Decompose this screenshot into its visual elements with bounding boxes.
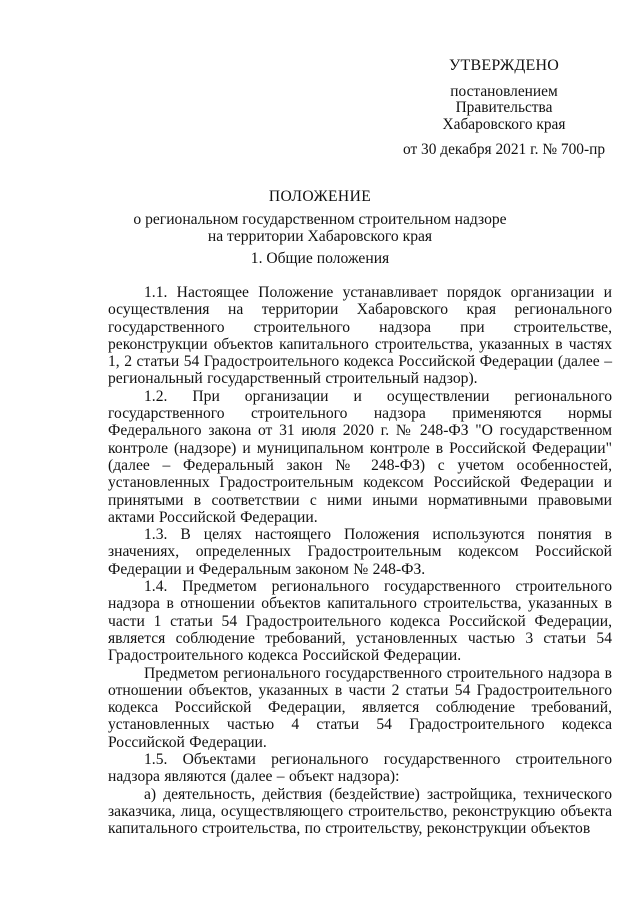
paragraph-1-5-a: а) деятельность, действия (бездействие) застройщика, технического заказчика, лица, осуществляющего строительство, реконструкцию объекта капитального строительства, по строительству, реконструкции объектов	[108, 785, 612, 838]
approval-line-region: Хабаровского края	[442, 115, 566, 133]
paragraph-1-5: 1.5. Объектами регионального государственного строительного надзора являются (далее – объект надзора):	[108, 751, 612, 786]
section-heading: 1. Общие положения	[250, 250, 390, 267]
approval-line-government: Правительства	[455, 99, 553, 117]
document-subtitle-line2: на территории Хабаровского края	[207, 228, 433, 246]
paragraph-1-4: 1.4. Предметом регионального государственного строительного надзора в отношении объектов капитального строительства, указанных в части 1 статьи 54 Градостроительного кодекса Российской Федерации, является соблюдение требований, установленных частью 3 статьи 54 Градостроительного кодекса Российской Федерации.	[108, 578, 612, 665]
paragraph-1-1: 1.1. Настоящее Положение устанавливает порядок организации и осуществления на территории Хабаровского края регионального государственного строительного надзора при строительстве, реконструкции объектов капитального строительства, указанных в частях 1, 2 статьи 54 Градостроительного кодекса Российской Федерации (далее – региональный государственный строительный надзор).	[108, 284, 612, 388]
document-body	[108, 284, 612, 838]
paragraph-1-3: 1.3. В целях настоящего Положения используются понятия в значениях, определенных Градостроительным кодексом Российской Федерации и Федеральным законом № 248-ФЗ.	[108, 526, 612, 578]
approval-heading: УТВЕРЖДЕНО	[448, 57, 559, 74]
document-title-main: ПОЛОЖЕНИЕ	[268, 188, 372, 205]
document-title	[0, 188, 640, 246]
approval-date: от 30 декабря 2021 г. № 700-пр	[402, 140, 606, 158]
paragraph-1-4-continued: Предметом регионального государственного строительного надзора в отношении объектов, указанных в части 2 статьи 54 Градостроительного кодекса Российской Федерации, является соблюдение требований, установленных частью 4 статьи 54 Градостроительного кодекса Российской Федерации.	[108, 664, 612, 751]
document-subtitle-line1: о региональном государственном строительном надзоре	[133, 211, 507, 229]
approval-block	[398, 58, 610, 158]
approval-line-resolution: постановлением	[450, 83, 558, 101]
paragraph-1-2: 1.2. При организации и осуществлении регионального государственного строительного надзора применяются нормы Федерального закона от 31 июля 2020 г. № 248-ФЗ "О государственном контроле (надзоре) и муниципальном контроле в Российской Федерации" (далее – Федеральный закон № 248-ФЗ) с учетом особенностей, установленных Градостроительным кодексом Российской Федерации и принятыми в соответствии с ними иными нормативными правовыми актами Российской Федерации.	[108, 387, 612, 526]
